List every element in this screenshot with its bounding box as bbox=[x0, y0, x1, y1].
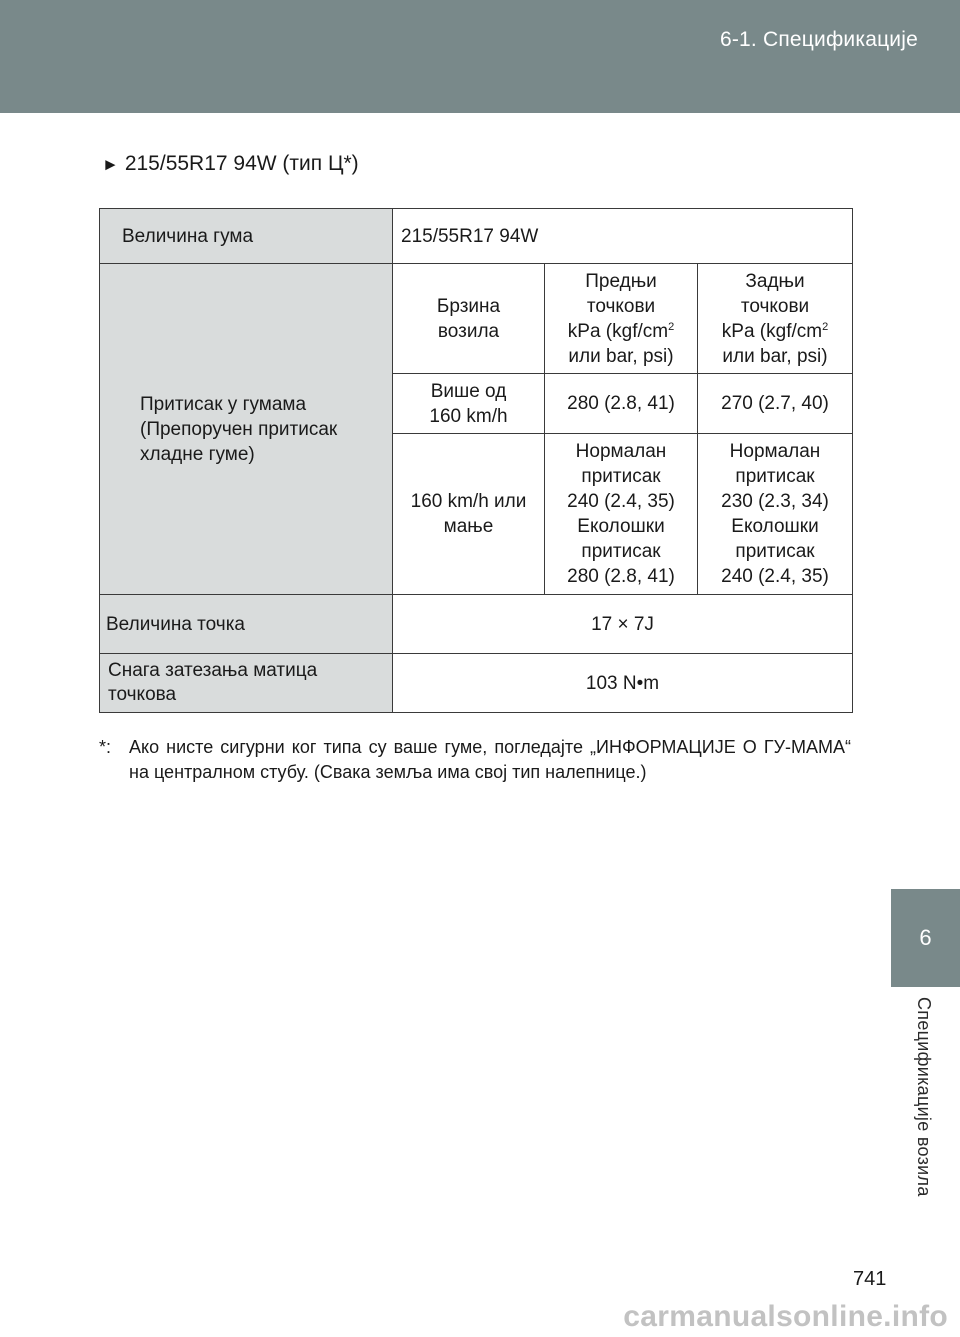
footnote-text: Ако нисте сигурни ког типа су ваше гуме, погледајте „ИНФОРМАЦИЈЕ О ГУ-МАМА“ на централном стубу. (Свака земља има свој тип налепнице.) bbox=[129, 737, 851, 782]
col-header-front-sup: 2 bbox=[668, 320, 675, 333]
col-header-rear-tail: или bar, psi) bbox=[722, 345, 828, 367]
chapter-label: Спецификације возила bbox=[914, 997, 934, 1197]
col-header-rear bbox=[698, 264, 853, 374]
col-header-front-text: Предњи точкови kPa (kgf/cm bbox=[567, 270, 669, 342]
col-header-rear-text: Задњи точкови kPa (kgf/cm bbox=[721, 270, 823, 342]
footnote-mark: *: bbox=[99, 737, 112, 757]
high-speed-label: Више од 160 km/h bbox=[393, 374, 545, 434]
nut-torque-value: 103 N•m bbox=[393, 654, 853, 713]
tire-heading bbox=[102, 152, 359, 176]
pressure-label: Притисак у гумама (Препоручен притисак хладне гуме) bbox=[100, 264, 393, 595]
low-speed-rear: Нормалан притисак 230 (2.3, 34) Еколошки притисак 240 (2.4, 35) bbox=[698, 434, 853, 595]
tire-heading-text: 215/55R17 94W (тип Ц*) bbox=[124, 152, 359, 175]
high-speed-rear: 270 (2.7, 40) bbox=[698, 374, 853, 434]
page-header bbox=[0, 0, 960, 113]
col-header-front-tail: или bar, psi) bbox=[568, 345, 674, 367]
page-number: 741 bbox=[853, 1268, 887, 1290]
rim-size-label: Величина точка bbox=[100, 595, 393, 654]
table-row bbox=[100, 209, 853, 264]
high-speed-front: 280 (2.8, 41) bbox=[545, 374, 698, 434]
chapter-number: 6 bbox=[919, 925, 932, 950]
tire-size-label: Величина гума bbox=[100, 209, 393, 264]
col-header-rear-sup: 2 bbox=[822, 320, 829, 333]
col-header-front bbox=[545, 264, 698, 374]
tire-spec-table bbox=[99, 208, 853, 713]
table-row bbox=[100, 654, 853, 713]
footnote bbox=[99, 735, 851, 785]
table-row bbox=[100, 595, 853, 654]
chapter-tab bbox=[891, 889, 960, 987]
section-title: 6-1. Спецификације bbox=[719, 28, 918, 51]
tire-size-value: 215/55R17 94W bbox=[393, 209, 853, 264]
nut-torque-label: Снага затезања матица точкова bbox=[100, 654, 393, 713]
table-row bbox=[100, 264, 853, 374]
rim-size-value: 17 × 7J bbox=[393, 595, 853, 654]
low-speed-label: 160 km/h или мање bbox=[393, 434, 545, 595]
col-header-speed: Брзина возила bbox=[393, 264, 545, 374]
low-speed-front: Нормалан притисак 240 (2.4, 35) Еколошки притисак 280 (2.8, 41) bbox=[545, 434, 698, 595]
watermark-link[interactable]: carmanualsonline.info bbox=[623, 1300, 948, 1333]
triangle-marker-icon: ► bbox=[102, 155, 119, 174]
